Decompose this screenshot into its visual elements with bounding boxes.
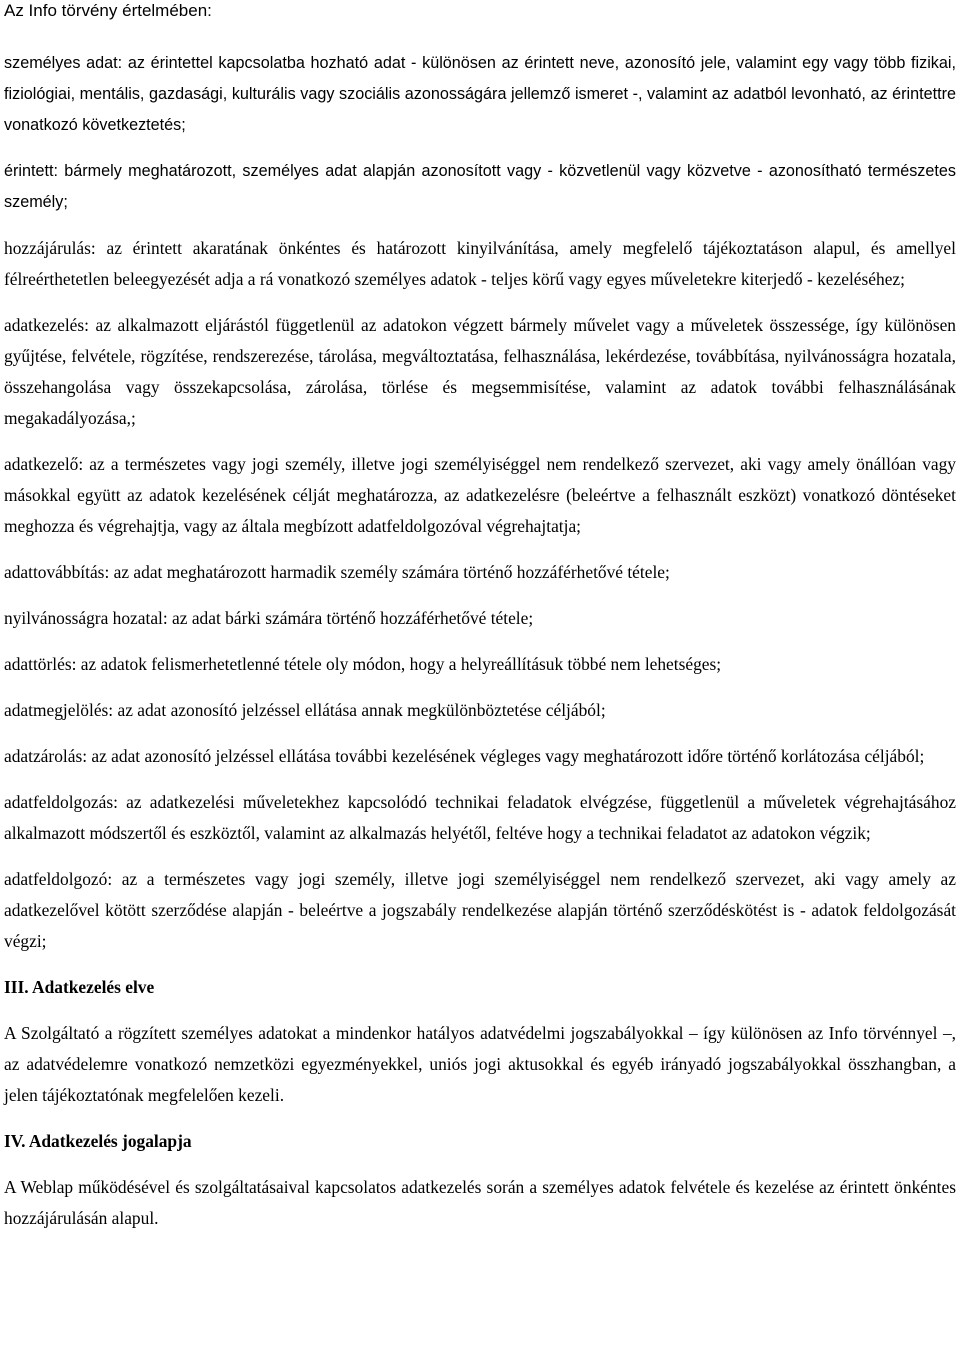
spacer bbox=[4, 141, 956, 156]
definition-adatfeldolgozas: adatfeldolgozás: az adatkezelési műveletekhez kapcsolódó technikai feladatok elvégzése, függetlenül a műveletek végrehajtásához alkalmazott módszertől és eszköztől, valamint az alkalmazás helyétől, feltéve hogy a technikai feladatot az adatokon végzik; bbox=[4, 792, 956, 843]
section-text-adatkezeles-jogalapja: A Weblap működésével és szolgáltatásaival kapcsolatos adatkezelés során a személyes adatok felvétele és kezelése az érintett önkéntes hozzájárulásán alapul. bbox=[4, 1177, 956, 1228]
spacer bbox=[4, 957, 956, 972]
spacer bbox=[4, 22, 956, 48]
spacer bbox=[4, 218, 956, 233]
section-heading-adatkezeles-elve: III. Adatkezelés elve bbox=[4, 977, 155, 997]
definition-nyilvanossagra-hozatal: nyilvánosságra hozatal: az adat bárki számára történő hozzáférhetővé tétele; bbox=[4, 608, 534, 628]
section-heading-adatkezeles-jogalapja: IV. Adatkezelés jogalapja bbox=[4, 1131, 192, 1151]
definition-adattorles: adattörlés: az adatok felismerhetetlenné tétele oly módon, hogy a helyreállításuk többé nem lehetséges; bbox=[4, 654, 722, 674]
document-page bbox=[4, 0, 956, 1234]
spacer bbox=[4, 588, 956, 603]
definition-adatzarolas: adatzárolás: az adat azonosító jelzéssel ellátása további kezelésének végleges vagy meghatározott időre történő korlátozása céljából; bbox=[4, 746, 925, 766]
intro-line: Az Info törvény értelmében: bbox=[4, 1, 212, 20]
definition-szemelyes-adat: személyes adat: az érintettel kapcsolatba hozható adat - különösen az érintett neve, azonosító jele, valamint egy vagy több fizikai, fiziológiai, mentális, gazdasági, kulturális vagy szociális azonosságára jellemző ismeret -, valamint az adatból levonható, az érintettre vonatkozó következtetés; bbox=[4, 54, 956, 134]
spacer bbox=[4, 542, 956, 557]
spacer bbox=[4, 680, 956, 695]
spacer bbox=[4, 295, 956, 310]
definition-erintett: érintett: bármely meghatározott, személyes adat alapján azonosított vagy - közvetlenül vagy közvetve - azonosítható természetes személy; bbox=[4, 162, 956, 211]
definition-adatfeldolgozo: adatfeldolgozó: az a természetes vagy jogi személy, illetve jogi személyiséggel nem rendelkező szervezet, aki vagy amely az adatkezelővel kötött szerződése alapján - beleértve a jogszabály rendelkezése alapján történő szerződéskötést is - adatok feldolgozását végzi; bbox=[4, 869, 956, 951]
definition-adatkezelo: adatkezelő: az a természetes vagy jogi személy, illetve jogi személyiséggel nem rendelkező szervezet, aki vagy amely önállóan vagy másokkal együtt az adatok kezelésének célját meghatározza, az adatkezelésre (beleértve a felhasznált eszközt) vonatkozó döntéseket meghozza és végrehajtja, vagy az általa megbízott adatfeldolgozóval végrehajtatja; bbox=[4, 454, 956, 536]
spacer bbox=[4, 434, 956, 449]
section-text-adatkezeles-elve: A Szolgáltató a rögzített személyes adatokat a mindenkor hatályos adatvédelmi jogszabályokkal – így különösen az Info törvénnyel –, az adatvédelemre vonatkozó nemzetközi egyezményekkel, uniós jogi aktusokkal és egyéb irányadó jogszabályokkal összhangban, a jelen tájékoztatónak megfelelően kezeli. bbox=[4, 1023, 956, 1105]
spacer bbox=[4, 726, 956, 741]
spacer bbox=[4, 849, 956, 864]
spacer bbox=[4, 772, 956, 787]
definition-hozzajarulas: hozzájárulás: az érintett akaratának önkéntes és határozott kinyilvánítása, amely megfelelő tájékoztatáson alapul, és amellyel félreérthetetlen beleegyezését adja a rá vonatkozó személyes adatok - teljes körű vagy egyes műveletekre kiterjedő - kezeléséhez; bbox=[4, 238, 956, 289]
spacer bbox=[4, 1003, 956, 1018]
definition-adattovabbitas: adattovábbítás: az adat meghatározott harmadik személy számára történő hozzáférhetővé tétele; bbox=[4, 562, 670, 582]
spacer bbox=[4, 1157, 956, 1172]
spacer bbox=[4, 1111, 956, 1126]
definition-adatmegjeloles: adatmegjelölés: az adat azonosító jelzéssel ellátása annak megkülönböztetése céljából; bbox=[4, 700, 606, 720]
definition-adatkezeles: adatkezelés: az alkalmazott eljárástól függetlenül az adatokon végzett bármely művelet vagy a műveletek összessége, így különösen gyűjtése, felvétele, rögzítése, rendszerezése, tárolása, megváltoztatása, felhasználása, lekérdezése, továbbítása, nyilvánosságra hozatala, összehangolása vagy összekapcsolása, zárolása, törlése és megsemmisítése, valamint az adatok további felhasználásának megakadályozása,; bbox=[4, 315, 956, 428]
spacer bbox=[4, 634, 956, 649]
